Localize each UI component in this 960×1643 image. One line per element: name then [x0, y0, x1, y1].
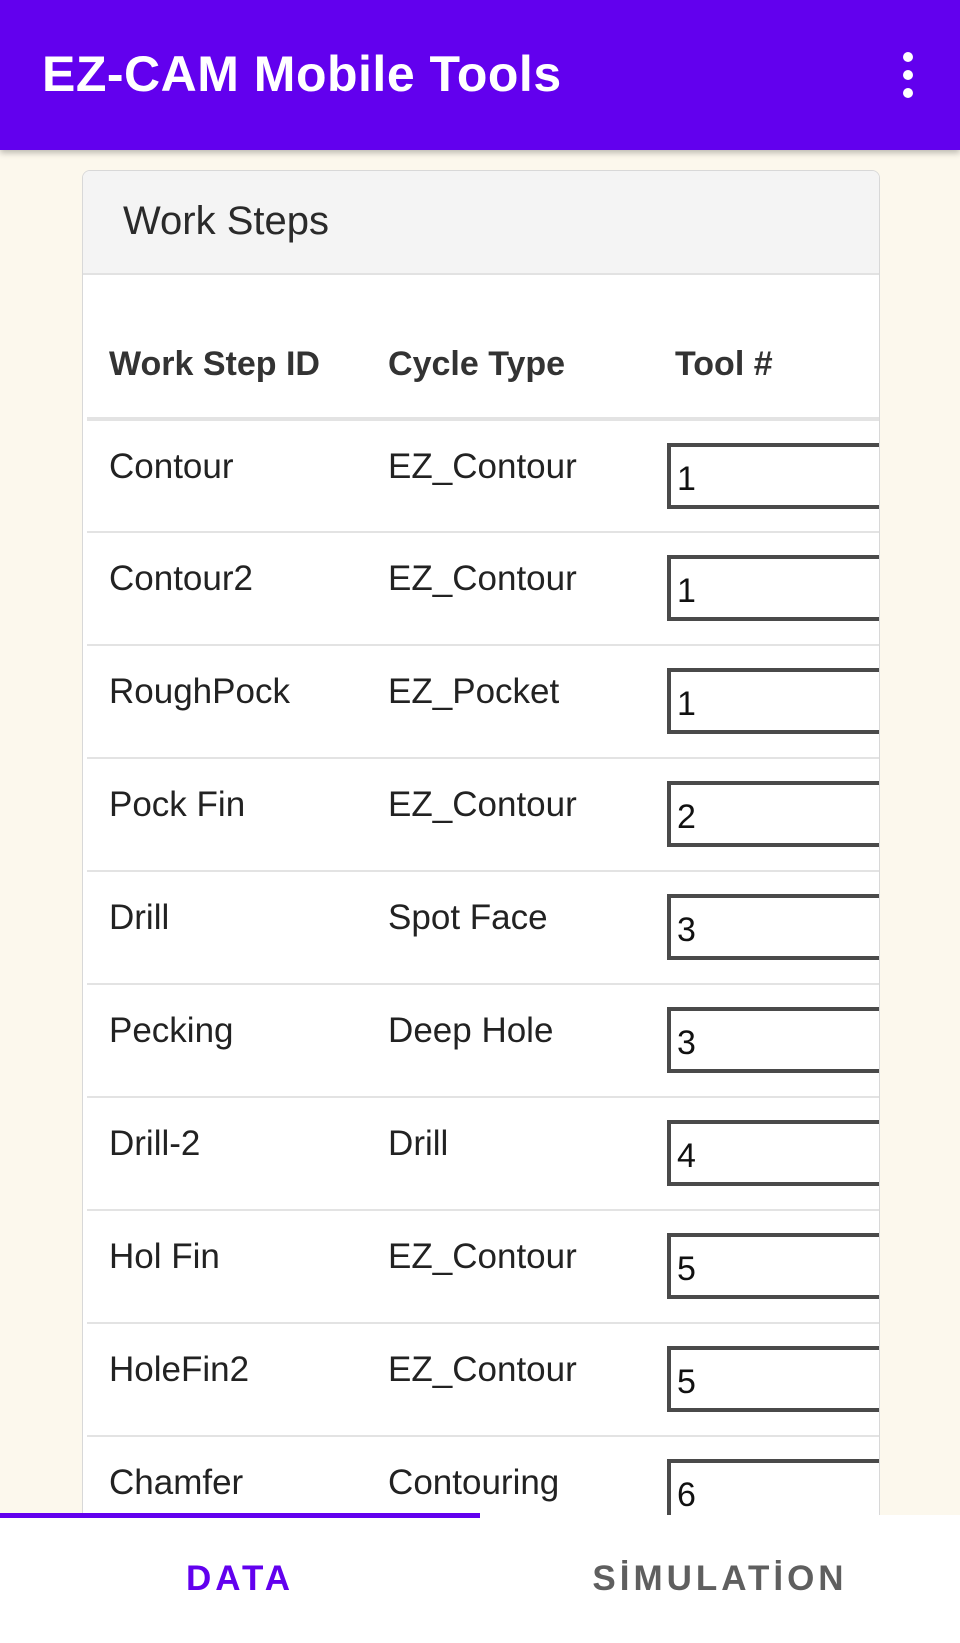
cycle-type-cell: EZ_Contour: [366, 1323, 653, 1436]
work-step-id-cell: Drill-2: [87, 1097, 366, 1210]
table-row[interactable]: [87, 1097, 880, 1210]
app-title: EZ-CAM Mobile Tools: [42, 46, 562, 102]
work-step-id-cell: Contour2: [87, 532, 366, 645]
cycle-type-cell: Drill: [366, 1097, 653, 1210]
table-row[interactable]: [87, 532, 880, 645]
tab-simulation-label: SİMULATİON: [592, 1559, 848, 1598]
column-header-tool-number: Tool #: [653, 311, 880, 419]
tool-number-input[interactable]: [667, 781, 880, 847]
tool-number-input[interactable]: [667, 443, 880, 509]
cycle-type-cell: Deep Hole: [366, 984, 653, 1097]
tool-cell: [653, 871, 880, 984]
tool-number-input[interactable]: [667, 1459, 880, 1515]
table-row[interactable]: [87, 645, 880, 758]
tool-number-input[interactable]: [667, 1120, 880, 1186]
table-header-row: [87, 311, 880, 419]
tool-cell: [653, 1097, 880, 1210]
tool-cell: [653, 1436, 880, 1515]
cycle-type-cell: EZ_Contour: [366, 532, 653, 645]
tool-cell: [653, 1323, 880, 1436]
cycle-type-cell: Spot Face: [366, 871, 653, 984]
cycle-type-cell: Contouring: [366, 1436, 653, 1515]
cycle-type-cell: EZ_Contour: [366, 758, 653, 871]
tool-number-input[interactable]: [667, 1233, 880, 1299]
table-row[interactable]: [87, 419, 880, 532]
table-row[interactable]: [87, 984, 880, 1097]
table-row[interactable]: [87, 758, 880, 871]
tool-cell: [653, 984, 880, 1097]
work-steps-card: [82, 170, 880, 1515]
work-step-id-cell: Contour: [87, 419, 366, 532]
work-step-id-cell: Drill: [87, 871, 366, 984]
tool-number-input[interactable]: [667, 555, 880, 621]
work-step-id-cell: Chamfer: [87, 1436, 366, 1515]
tool-number-input[interactable]: [667, 1346, 880, 1412]
app-bar: [0, 0, 960, 150]
tool-number-input[interactable]: [667, 668, 880, 734]
tool-cell: [653, 532, 880, 645]
tool-cell: [653, 645, 880, 758]
work-steps-table: [87, 311, 880, 1515]
cycle-type-cell: EZ_Contour: [366, 419, 653, 532]
table-row[interactable]: [87, 1210, 880, 1323]
card-title: Work Steps: [123, 199, 329, 243]
tool-cell: [653, 758, 880, 871]
work-step-id-cell: Pock Fin: [87, 758, 366, 871]
cycle-type-cell: EZ_Contour: [366, 1210, 653, 1323]
table-row[interactable]: [87, 871, 880, 984]
tab-data-label: DATA: [185, 1559, 294, 1598]
work-step-id-cell: RoughPock: [87, 645, 366, 758]
tool-cell: [653, 1210, 880, 1323]
card-header: [83, 171, 879, 275]
work-step-id-cell: Hol Fin: [87, 1210, 366, 1323]
work-step-id-cell: HoleFin2: [87, 1323, 366, 1436]
column-header-work-step-id: Work Step ID: [87, 311, 366, 419]
bottom-tab-bar: [0, 1515, 960, 1643]
cycle-type-cell: EZ_Pocket: [366, 645, 653, 758]
tab-simulation[interactable]: [480, 1515, 960, 1643]
work-step-id-cell: Pecking: [87, 984, 366, 1097]
table-row[interactable]: [87, 1323, 880, 1436]
table-row[interactable]: [87, 1436, 880, 1515]
more-vert-icon[interactable]: [896, 50, 920, 100]
tool-number-input[interactable]: [667, 894, 880, 960]
tool-cell: [653, 419, 880, 532]
content-area[interactable]: [0, 150, 960, 1515]
column-header-cycle-type: Cycle Type: [366, 311, 653, 419]
tab-data[interactable]: [0, 1515, 480, 1643]
tab-active-indicator: [0, 1513, 480, 1518]
tool-number-input[interactable]: [667, 1007, 880, 1073]
